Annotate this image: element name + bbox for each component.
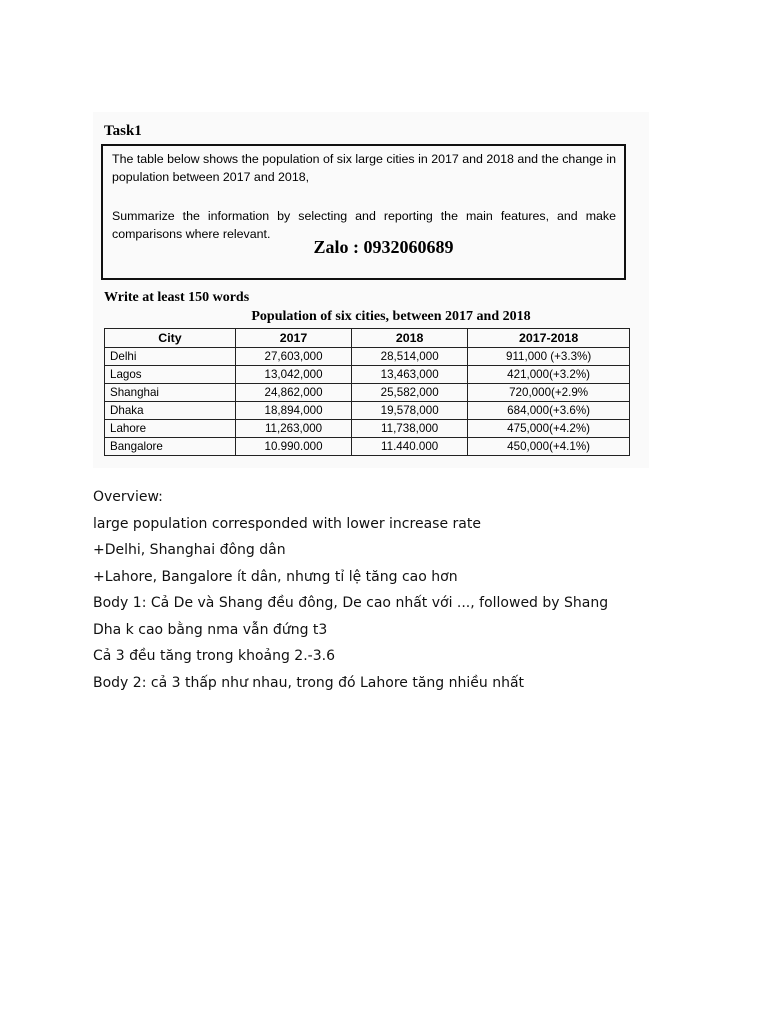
note-line: Body 2: cả 3 thấp như nhau, trong đó Lahore tăng nhiều nhất (93, 674, 525, 691)
table-header-row (105, 329, 630, 348)
col-header-change: 2017-2018 (468, 329, 630, 348)
task-image (93, 112, 649, 468)
table-row (105, 366, 630, 384)
pop-2018-cell: 25,582,000 (352, 384, 468, 402)
task-title: Task1 (104, 123, 142, 139)
pop-2017-cell: 13,042,000 (236, 366, 352, 384)
note-line: Cả 3 đều tăng trong khoảng 2.-3.6 (93, 648, 335, 664)
city-cell: Shanghai (105, 384, 236, 402)
note-line: Overview: (93, 489, 163, 505)
pop-2017-cell: 24,862,000 (236, 384, 352, 402)
zalo-contact: Zalo : 0932060689 (313, 237, 454, 257)
table-row (105, 420, 630, 438)
change-cell: 911,000 (+3.3%) (468, 348, 630, 366)
change-cell: 475,000(+4.2%) (468, 420, 630, 438)
note-line: +Lahore, Bangalore ít dân, nhưng tỉ lệ tăng cao hơn (93, 568, 458, 585)
note-line: Dha k cao bằng nma vẫn đứng t3 (93, 621, 328, 638)
pop-2018-cell: 11,738,000 (352, 420, 468, 438)
change-cell: 684,000(+3.6%) (468, 402, 630, 420)
pop-2018-cell: 19,578,000 (352, 402, 468, 420)
col-header-2017: 2017 (236, 329, 352, 348)
word-requirement: Write at least 150 words (104, 290, 250, 305)
table-row (105, 348, 630, 366)
pop-2018-cell: 28,514,000 (352, 348, 468, 366)
pop-2018-cell: 13,463,000 (352, 366, 468, 384)
change-cell: 450,000(+4.1%) (468, 438, 630, 456)
note-line: large population corresponded with lower increase rate (93, 515, 481, 532)
city-cell: Lagos (105, 366, 236, 384)
pop-2017-cell: 10.990.000 (236, 438, 352, 456)
task-prompt-box (101, 144, 626, 280)
city-cell: Delhi (105, 348, 236, 366)
task-instruction: Summarize the information by selecting and reporting the main features, and make comparisons where relevant. (112, 209, 616, 241)
population-table (104, 328, 630, 456)
note-line: Body 1: Cả De và Shang đều đông, De cao nhất với ..., followed by Shang (93, 595, 609, 611)
pop-2018-cell: 11.440.000 (352, 438, 468, 456)
table-title: Population of six cities, between 2017 and 2018 (251, 309, 531, 324)
note-line: +Delhi, Shanghai đông dân (93, 542, 286, 558)
pop-2017-cell: 11,263,000 (236, 420, 352, 438)
change-cell: 421,000(+3.2%) (468, 366, 630, 384)
table-row (105, 438, 630, 456)
col-header-city: City (105, 329, 236, 348)
table-row (105, 402, 630, 420)
essay-notes (93, 484, 713, 696)
city-cell: Lahore (105, 420, 236, 438)
col-header-2018: 2018 (352, 329, 468, 348)
pop-2017-cell: 18,894,000 (236, 402, 352, 420)
table-row (105, 384, 630, 402)
pop-2017-cell: 27,603,000 (236, 348, 352, 366)
change-cell: 720,000(+2.9% (468, 384, 630, 402)
city-cell: Dhaka (105, 402, 236, 420)
city-cell: Bangalore (105, 438, 236, 456)
task-prompt: The table below shows the population of six large cities in 2017 and 2018 and the change in population between 2017 and 2018, (112, 152, 616, 184)
